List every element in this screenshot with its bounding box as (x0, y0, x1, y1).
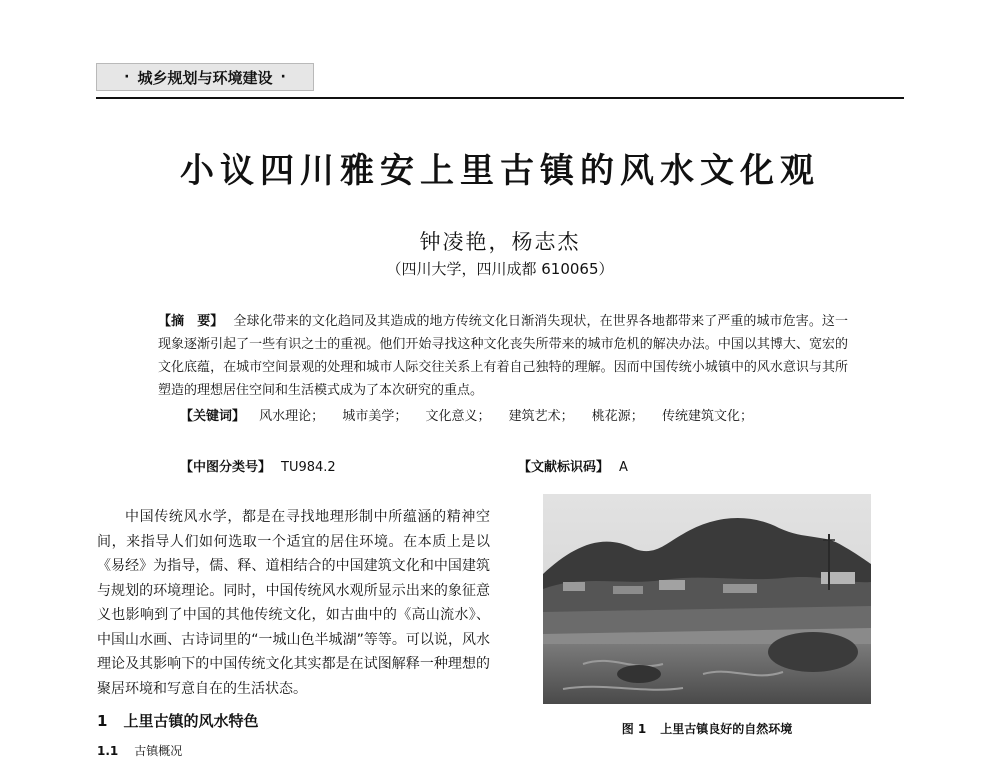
abstract (158, 310, 848, 402)
keyword: 风水理论； (259, 409, 325, 424)
keywords-label: 【关键词】 (180, 409, 246, 424)
figure-number: 图 1 (621, 722, 647, 736)
keyword: 桃花源； (591, 409, 644, 424)
body-paragraph: 中国传统风水学，都是在寻找地理形制中所蕴涵的精神空间，来指导人们如何选取一个适宜的居住环境。在本质上是以《易经》为指导，儒、释、道相结合的中国建筑文化和中国建筑与规划的环境理论。同时，中国传统风水观所显示出来的象征意义也影响到了中国的其他传统文化，如古曲中的《高山流水》、中国山水画、古诗词里的“一城山色半城湖”等等。可以说，风水理论及其影响下的中国传统文化其实都是在试图解释一种理想的聚居环境和写意自在的生活状态。 (97, 509, 490, 697)
bullet-dot: · (124, 69, 130, 85)
clc-label: 【中图分类号】 (180, 460, 272, 475)
clc-value: TU984.2 (281, 460, 336, 475)
clc-number (180, 456, 336, 475)
keyword: 城市美学； (342, 409, 408, 424)
article-title: 小议四川雅安上里古镇的风水文化观 (180, 151, 820, 191)
figure-caption-text: 上里古镇良好的自然环境 (660, 722, 793, 736)
abstract-text: 全球化带来的文化趋同及其造成的地方传统文化日渐消失现状，在世界各地都带来了严重的城市危害。这一现象逐渐引起了一些有识之士的重视。他们开始寻找这种文化丧失所带来的城市危机的解决办法。中国以其博大、宽宏的文化底蕴，在城市空间景观的处理和城市人际交往关系上有着自己独特的理解。因而中国传统小城镇中的风水意识与其所塑造的理想居住空间和生活模式成为了本次研究的重点。 (158, 314, 848, 398)
keywords (180, 405, 850, 424)
section-heading (97, 710, 258, 731)
abstract-label: 【摘 要】 (158, 314, 224, 329)
subsection-number: 1.1 (97, 744, 119, 758)
article-authors: 钟凌艳，杨志杰 (419, 230, 581, 254)
section-tag-label: 城乡规划与环境建设 (137, 68, 273, 87)
header-rule (96, 97, 904, 99)
article-affiliation: （四川大学，四川成都 610065） (386, 260, 614, 278)
keyword: 传统建筑文化； (661, 409, 753, 424)
section-number: 1 (97, 712, 108, 730)
landscape-photo (543, 494, 871, 704)
bullet-dot: · (280, 69, 286, 85)
section-title: 上里古镇的风水特色 (123, 712, 259, 730)
keyword: 文化意义； (425, 409, 491, 424)
doc-code-label: 【文献标识码】 (518, 460, 610, 475)
doc-code-value: A (619, 460, 628, 475)
subsection-title: 古镇概况 (134, 744, 183, 758)
section-tag (96, 63, 314, 91)
subsection-heading (97, 742, 182, 759)
keyword: 建筑艺术； (508, 409, 574, 424)
document-code (518, 456, 628, 475)
figure-caption (543, 720, 871, 737)
